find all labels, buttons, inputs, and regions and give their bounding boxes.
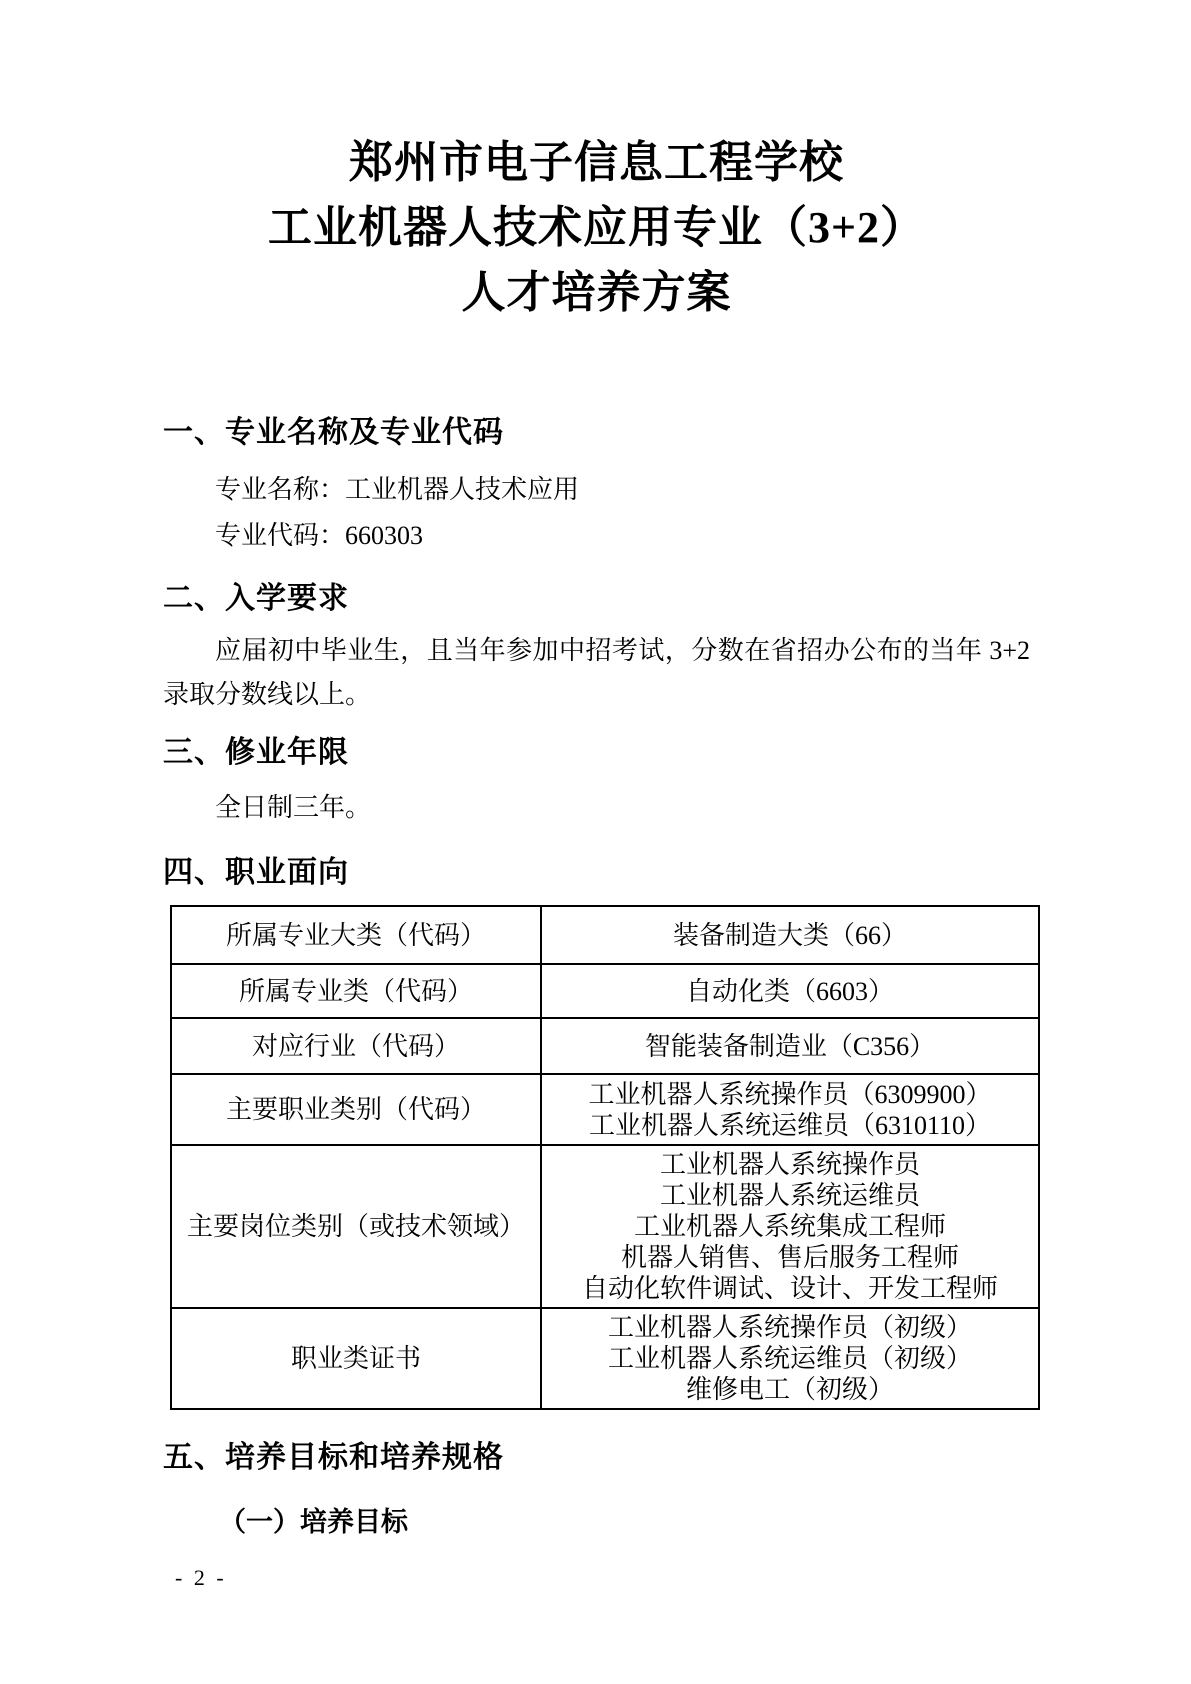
value-line: 自动化类（6603） bbox=[685, 976, 894, 1006]
title-line-1: 郑州市电子信息工程学校 bbox=[349, 138, 844, 187]
row-value-cell bbox=[541, 906, 1039, 964]
title-line-3: 人才培养方案 bbox=[461, 268, 732, 317]
career-orientation-table bbox=[170, 905, 1040, 1410]
value-line: 机器人销售、售后服务工程师 bbox=[620, 1243, 959, 1272]
value-line: 智能装备制造业（C356） bbox=[644, 1031, 936, 1061]
section-heading-training-objectives: 五、培养目标和培养规格 bbox=[163, 1441, 504, 1474]
major-name-line: 专业名称：工业机器人技术应用 bbox=[215, 475, 580, 504]
table-row-certificates bbox=[171, 1308, 1039, 1409]
row-label-cell: 所属专业大类（代码） bbox=[171, 906, 541, 964]
page-content bbox=[163, 0, 1030, 1542]
table-row-major-class bbox=[171, 964, 1039, 1018]
admission-requirements-paragraph: 应届初中毕业生，且当年参加中招考试，分数在省招办公布的当年 3+2 录取分数线以上。 bbox=[163, 636, 1030, 709]
value-line: 工业机器人系统运维员 bbox=[659, 1181, 920, 1210]
value-line: 工业机器人系统操作员 bbox=[659, 1150, 920, 1179]
row-label-cell: 主要职业类别（代码） bbox=[171, 1074, 541, 1145]
row-value-cell bbox=[541, 1074, 1039, 1145]
document-title bbox=[163, 130, 1030, 325]
study-period-paragraph: 全日制三年。 bbox=[215, 793, 372, 822]
section-heading-major-name-code: 一、专业名称及专业代码 bbox=[163, 416, 504, 449]
value-line: 工业机器人系统运维员（6310110） bbox=[588, 1110, 992, 1140]
value-line: 自动化软件调试、设计、开发工程师 bbox=[581, 1274, 998, 1303]
value-line: 工业机器人系统操作员（6309900） bbox=[588, 1079, 992, 1109]
title-line-2: 工业机器人技术应用专业（3+2） bbox=[267, 203, 926, 252]
table-row-major-category bbox=[171, 906, 1039, 964]
value-line: 工业机器人系统集成工程师 bbox=[633, 1212, 946, 1241]
table-row-post-categories bbox=[171, 1145, 1039, 1308]
row-label-cell: 对应行业（代码） bbox=[171, 1018, 541, 1074]
row-value-cell bbox=[541, 1145, 1039, 1308]
row-value-cell bbox=[541, 1308, 1039, 1409]
value-line: 装备制造大类（66） bbox=[672, 920, 907, 950]
section-heading-admission-requirements: 二、入学要求 bbox=[163, 582, 349, 615]
row-label-cell: 职业类证书 bbox=[171, 1308, 541, 1409]
major-code-line: 专业代码：660303 bbox=[215, 521, 424, 550]
value-line: 工业机器人系统操作员（初级） bbox=[607, 1313, 972, 1342]
table-row-occupation-categories bbox=[171, 1074, 1039, 1145]
row-value-cell bbox=[541, 964, 1039, 1018]
row-value-cell bbox=[541, 1018, 1039, 1074]
row-label-cell: 主要岗位类别（或技术领域） bbox=[171, 1145, 541, 1308]
page-number: - 2 - bbox=[175, 1565, 227, 1590]
table-row-industry bbox=[171, 1018, 1039, 1074]
section-heading-study-period: 三、修业年限 bbox=[163, 736, 349, 769]
value-line: 工业机器人系统运维员（初级） bbox=[607, 1344, 972, 1373]
row-label-cell: 所属专业类（代码） bbox=[171, 964, 541, 1018]
section-heading-career-orientation: 四、职业面向 bbox=[163, 856, 349, 889]
value-line: 维修电工（初级） bbox=[685, 1375, 894, 1404]
subheading-training-objective: （一）培养目标 bbox=[219, 1507, 408, 1537]
